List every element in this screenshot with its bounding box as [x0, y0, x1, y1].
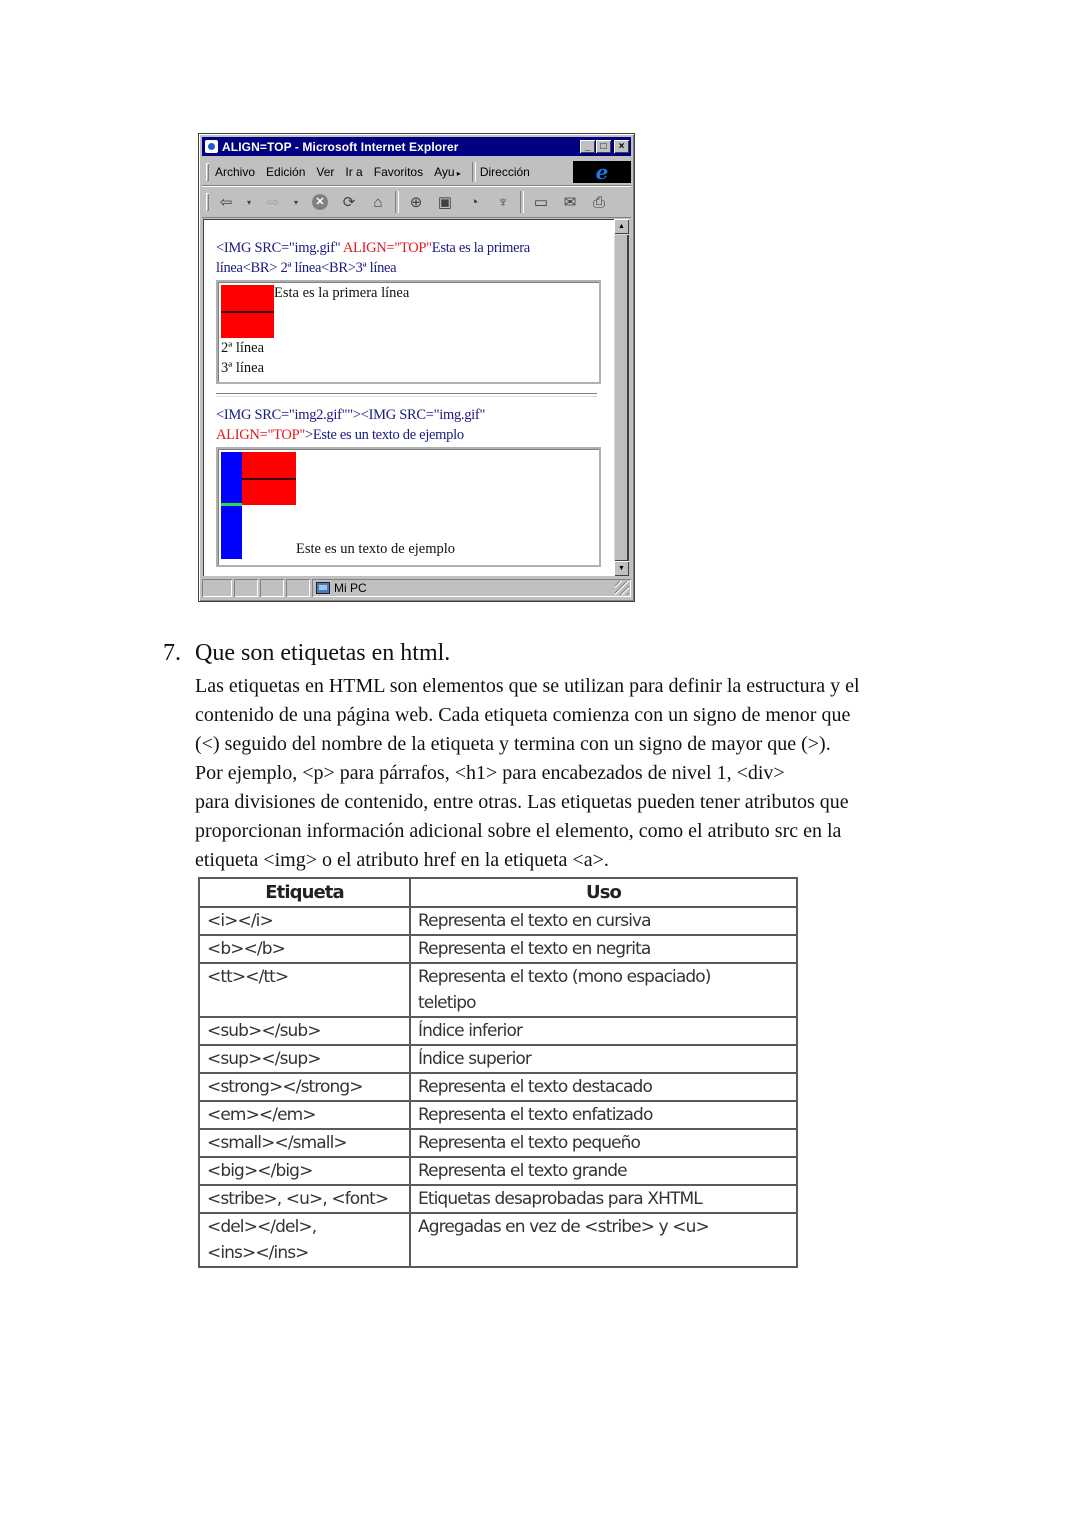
forward-dropdown-icon[interactable]: ▾ [293, 197, 298, 207]
tag-usage-table [198, 877, 798, 1268]
use-cell: Representa el texto en negrita [410, 935, 797, 963]
window-title: ALIGN=TOP - Microsoft Internet Explorer [222, 139, 459, 154]
horizontal-rule [216, 393, 597, 397]
render-line-1: Esta es la primera línea [274, 285, 410, 301]
code-text: >Este es un texto de ejemplo [304, 427, 464, 443]
table-row [199, 935, 797, 963]
example1-code [216, 238, 530, 278]
use-cell: Etiquetas desaprobadas para XHTML [410, 1185, 797, 1213]
use-cell: Representa el texto grande [410, 1157, 797, 1185]
stop-icon[interactable]: ✕ [309, 191, 331, 213]
code-text: <IMG SRC="img.gif" [216, 240, 343, 256]
window-controls [580, 140, 629, 153]
use-cell: Representa el texto pequeño [410, 1129, 797, 1157]
favorites-icon[interactable]: ▣ [437, 194, 453, 211]
render-line-2: 2ª línea [221, 340, 265, 356]
toolbar-grip[interactable] [206, 193, 209, 211]
code-attribute: ALIGN="TOP" [342, 240, 432, 256]
back-icon[interactable]: ⇦ [219, 194, 233, 211]
maximize-button[interactable]: □ [596, 140, 611, 153]
use-cell [410, 963, 797, 1017]
header-etiqueta: Etiqueta [199, 878, 410, 907]
use-cell: Representa el texto destacado [410, 1073, 797, 1101]
print-icon[interactable]: ⎙ [592, 193, 605, 211]
tag-cell: <strong></strong> [199, 1073, 410, 1101]
vertical-scrollbar[interactable] [614, 219, 629, 576]
tag-line: <del></del>, [207, 1217, 317, 1237]
browser-window-screenshot [198, 133, 635, 602]
menu-ver[interactable]: Ver [316, 165, 335, 179]
table-row [199, 1045, 797, 1073]
computer-icon [316, 582, 330, 594]
scroll-down-button[interactable]: ▼ [614, 561, 629, 576]
paragraph-line: Por ejemplo, <p> para párrafos, <h1> para encabezados de nivel 1, <div> [195, 762, 785, 784]
menu-edicion[interactable]: Edición [266, 165, 306, 179]
paragraph-line: para divisiones de contenido, entre otras. Las etiquetas pueden tener atributos que [195, 791, 849, 813]
example1-render-frame [216, 280, 601, 384]
search-icon[interactable]: ⊕ [409, 194, 423, 211]
toolbar-grip[interactable] [206, 163, 209, 181]
status-cell [260, 579, 284, 597]
use-cell: Agregadas en vez de <stribe> y <u> [410, 1213, 797, 1267]
security-zone [312, 579, 631, 597]
header-uso: Uso [410, 878, 797, 907]
tag-cell: <sub></sub> [199, 1017, 410, 1045]
tag-line: <ins></ins> [207, 1243, 309, 1263]
table-row [199, 1213, 797, 1267]
standard-toolbar [202, 187, 631, 218]
code-text: <IMG SRC="img2.gif""><IMG SRC="img.gif" [216, 407, 486, 423]
forward-icon[interactable]: ⇨ [266, 194, 280, 211]
code-attribute: ALIGN="TOP" [216, 427, 305, 443]
menu-archivo[interactable]: Archivo [215, 165, 256, 179]
paragraph-line: proporcionan información adicional sobre el elemento, como el atributo src en la [195, 820, 842, 842]
history-icon[interactable]: ◔ [469, 193, 479, 211]
table-row [199, 1157, 797, 1185]
refresh-icon[interactable]: ⟳ [342, 194, 356, 211]
red-image [242, 452, 296, 505]
example2-code [216, 405, 485, 445]
paragraph-line: etiqueta <img> o el atributo href en la etiqueta <a>. [195, 849, 609, 871]
paragraph-line: contenido de una página web. Cada etiqueta comienza con un signo de menor que [195, 704, 851, 726]
ie-app-icon [205, 140, 218, 153]
example2-render-frame [216, 447, 601, 567]
use-line: teletipo [418, 993, 476, 1013]
title-bar [202, 137, 631, 156]
red-image [221, 285, 274, 338]
menu-ayuda[interactable]: Ayu ▸ [434, 165, 461, 179]
menu-favoritos[interactable]: Favoritos [373, 165, 424, 179]
toolbar-separator [520, 191, 524, 213]
render-text: Este es un texto de ejemplo [296, 541, 456, 557]
status-bar [202, 577, 631, 599]
tag-cell: <tt></tt> [199, 963, 410, 1017]
table-row [199, 1129, 797, 1157]
table-row [199, 963, 797, 1017]
close-button[interactable]: × [614, 140, 629, 153]
mail-icon[interactable]: ✉ [563, 194, 577, 211]
tag-cell: <i></i> [199, 907, 410, 935]
use-cell: Representa el texto enfatizado [410, 1101, 797, 1129]
use-line: Representa el texto (mono espaciado) [418, 967, 711, 987]
channels-icon[interactable]: ♆ [497, 193, 509, 211]
table-row [199, 1101, 797, 1129]
section-title: Que son etiquetas en html. [195, 640, 451, 666]
tag-cell: <small></small> [199, 1129, 410, 1157]
status-cell [234, 579, 258, 597]
code-text: línea<BR> 2ª línea<BR>3ª línea [216, 260, 397, 276]
tag-cell: <em></em> [199, 1101, 410, 1129]
minimize-button[interactable]: _ [580, 140, 595, 153]
tag-cell: <big></big> [199, 1157, 410, 1185]
scroll-up-button[interactable]: ▲ [614, 219, 629, 234]
render-line-3: 3ª línea [221, 360, 265, 376]
address-label[interactable]: Dirección [479, 165, 530, 179]
paragraph-line: Las etiquetas en HTML son elementos que se utilizan para definir la estructura y el [195, 675, 860, 697]
table-row [199, 1073, 797, 1101]
scroll-thumb[interactable] [614, 234, 629, 561]
tag-cell: <stribe>, <u>, <font> [199, 1185, 410, 1213]
paragraph-line: (<) seguido del nombre de la etiqueta y termina con un signo de mayor que (>). [195, 733, 831, 755]
address-separator [472, 162, 476, 182]
use-cell: Índice superior [410, 1045, 797, 1073]
ie-logo-icon: e [595, 160, 609, 184]
table-header-row [199, 878, 797, 907]
table-row [199, 907, 797, 935]
resize-grip-icon[interactable] [615, 581, 629, 595]
toolbar-separator [395, 191, 399, 213]
page-viewport [203, 219, 615, 576]
zone-label: Mi PC [334, 581, 367, 595]
ie-throbber-logo [573, 161, 631, 183]
back-dropdown-icon[interactable]: ▾ [246, 197, 251, 207]
table-row [199, 1185, 797, 1213]
menu-ir-a[interactable]: Ir a [345, 165, 363, 179]
section-number: 7. [163, 640, 181, 666]
use-cell: Índice inferior [410, 1017, 797, 1045]
table-row [199, 1017, 797, 1045]
tag-cell: <sup></sup> [199, 1045, 410, 1073]
code-text: Esta es la primera [431, 240, 530, 256]
green-line [221, 503, 242, 506]
status-cell [286, 579, 310, 597]
tag-cell [199, 1213, 410, 1267]
fullscreen-icon[interactable]: ▭ [533, 194, 549, 211]
use-cell: Representa el texto en cursiva [410, 907, 797, 935]
tag-cell: <b></b> [199, 935, 410, 963]
menu-bar [202, 159, 631, 186]
status-cell [202, 579, 232, 597]
section-paragraph [195, 672, 955, 875]
section-heading [163, 640, 450, 667]
home-icon[interactable]: ⌂ [373, 193, 383, 211]
